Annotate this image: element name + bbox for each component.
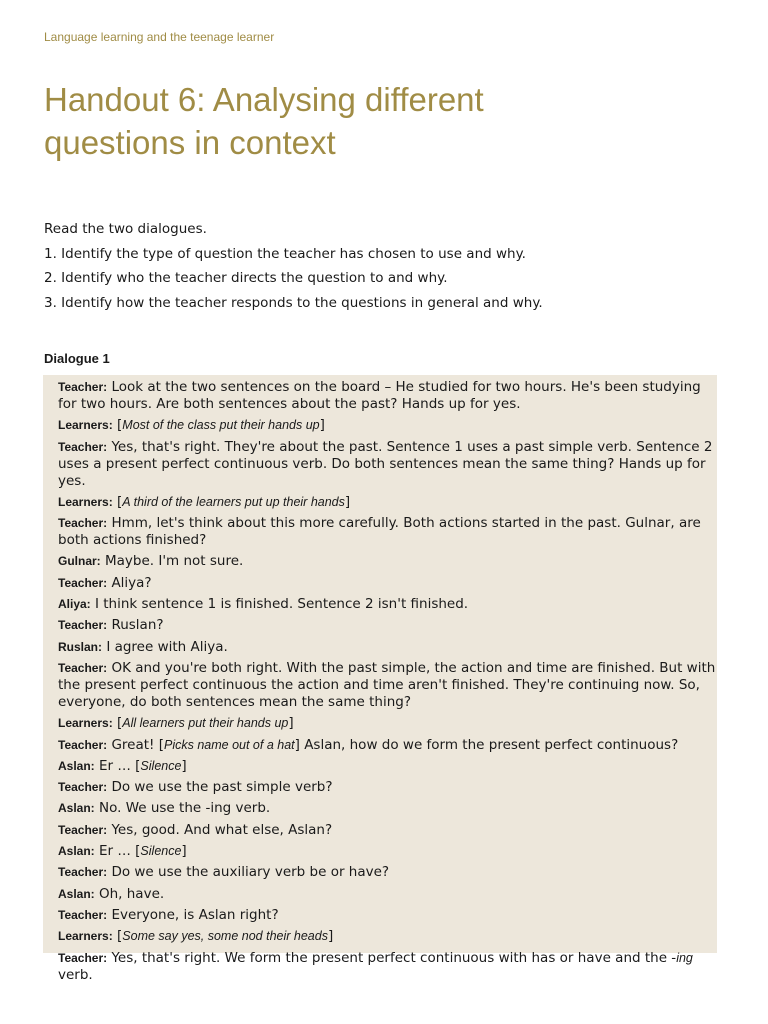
speaker-label: Aliya: [58, 597, 91, 612]
instructions-lead: Read the two dialogues. [44, 221, 207, 237]
dialogue-turn [58, 715, 718, 732]
utterance-text: ] Aslan, how do we form the present perfect continuous? [294, 736, 679, 753]
dialogue-turn [58, 800, 718, 817]
speaker-label: Learners: [58, 418, 113, 433]
speaker-label: Teacher: [58, 865, 108, 880]
dialogue-turn [58, 822, 718, 839]
utterance-text: ] [327, 928, 334, 945]
utterance-text: Oh, have. [98, 885, 165, 902]
dialogue-turn [58, 886, 718, 903]
speaker-label: Aslan: [58, 886, 95, 901]
utterance-text: [ [117, 715, 123, 732]
dialogue-turn [58, 660, 718, 711]
utterance-text: Yes, good. And what else, Aslan? [111, 821, 333, 838]
utterance-text: Great! [ [111, 736, 164, 753]
dialogue-turn [58, 950, 718, 984]
stage-direction: Silence [140, 758, 182, 773]
dialogue-turn [58, 907, 718, 924]
utterance-text: Er … [ [98, 843, 141, 860]
utterance-text: I think sentence 1 is finished. Sentence 2 isn't finished. [94, 596, 469, 613]
utterance-text: [ [117, 417, 123, 434]
speaker-label: Learners: [58, 716, 113, 731]
page-title [44, 78, 684, 164]
dialogue-turn [58, 417, 718, 434]
utterance-text: Do we use the past simple verb? [111, 779, 333, 796]
stage-direction: Most of the class put their hands up [122, 418, 320, 433]
speaker-label: Teacher: [58, 618, 108, 633]
dialogue-turn [58, 639, 718, 656]
dialogue-turn [58, 379, 718, 413]
dialogue-turns [58, 379, 718, 988]
utterance-text: ] [181, 843, 187, 860]
dialogue-turn [58, 617, 718, 634]
utterance-text: [ [117, 493, 123, 510]
utterance-text: Everyone, is Aslan right? [111, 906, 279, 923]
dialogue-turn [58, 928, 718, 945]
dialogue-turn [58, 553, 718, 570]
dialogue-turn [58, 864, 718, 881]
utterance-text: verb. [58, 966, 93, 983]
utterance-text: ] [319, 417, 325, 434]
instruction-item-1: 1. Identify the type of question the teacher has chosen to use and why. [44, 245, 526, 262]
utterance-text: Ruslan? [111, 617, 164, 634]
utterance-text: Maybe. I'm not sure. [104, 553, 244, 570]
speaker-label: Teacher: [58, 950, 108, 965]
utterance-text: I agree with Aliya. [106, 638, 228, 655]
utterance-text: Yes, that's right. They're about the past. Sentence 1 uses a past simple verb. Sentence 2 uses a present perfect continuous verb. Do both sentences mean the same thing? Hands up for yes. [58, 438, 713, 489]
utterance-text: Yes, that's right. We form the present perfect continuous with has or have and the - [111, 949, 677, 966]
utterance-text: ] [181, 757, 187, 774]
title-line-1: Handout 6: Analysing different [44, 81, 484, 118]
stage-direction: ing [676, 950, 693, 965]
dialogue-turn [58, 596, 718, 613]
utterance-text: ] [288, 715, 294, 732]
utterance-text: Hmm, let's think about this more carefully. Both actions started in the past. Gulnar, are both actions finished? [58, 515, 701, 549]
instructions [44, 217, 543, 315]
speaker-label: Learners: [58, 494, 113, 509]
title-line-2: questions in context [44, 124, 336, 161]
speaker-label: Teacher: [58, 439, 108, 454]
utterance-text: Do we use the auxiliary verb be or have? [111, 864, 390, 881]
dialogue-turn [58, 843, 718, 860]
dialogue-turn [58, 515, 718, 549]
dialogue-turn [58, 779, 718, 796]
speaker-label: Teacher: [58, 822, 108, 837]
stage-direction: A third of the learners put up their hands [122, 494, 345, 509]
instruction-item-3: 3. Identify how the teacher responds to the questions in general and why. [44, 294, 543, 311]
speaker-label: Ruslan: [58, 639, 103, 654]
dialogue-turn [58, 439, 718, 490]
speaker-label: Teacher: [58, 780, 108, 795]
utterance-text: ] [344, 493, 351, 510]
speaker-label: Aslan: [58, 844, 95, 859]
dialogue-turn [58, 494, 718, 511]
utterance-text: No. We use the -ing verb. [98, 800, 271, 817]
speaker-label: Learners: [58, 929, 113, 944]
utterance-text: [ [117, 928, 123, 945]
speaker-label: Teacher: [58, 660, 108, 675]
utterance-text: OK and you're both right. With the past simple, the action and time are finished. But with the present perfect continuous the action and time aren't finished. They're continuing now. So, everyone, do both sentences mean the same thing? [58, 659, 716, 710]
dialogue-heading: Dialogue 1 [44, 351, 110, 366]
stage-direction: Some say yes, some nod their heads [122, 929, 328, 944]
stage-direction: Silence [140, 844, 182, 859]
dialogue-turn [58, 758, 718, 775]
utterance-text: Aliya? [111, 574, 152, 591]
speaker-label: Gulnar: [58, 554, 101, 569]
instruction-item-2: 2. Identify who the teacher directs the question to and why. [44, 270, 448, 286]
speaker-label: Teacher: [58, 516, 108, 531]
dialogue-turn [58, 737, 718, 754]
speaker-label: Teacher: [58, 380, 108, 394]
utterance-text: Look at the two sentences on the board – He studied for two hours. He's been studying for two hours. Are both sentences about the past? Hands up for yes. [58, 379, 701, 412]
running-header: Language learning and the teenage learner [44, 30, 275, 44]
speaker-label: Aslan: [58, 801, 95, 816]
utterance-text: Er … [ [98, 757, 141, 774]
speaker-label: Aslan: [58, 758, 95, 773]
speaker-label: Teacher: [58, 907, 108, 922]
dialogue-turn [58, 575, 718, 592]
speaker-label: Teacher: [58, 575, 108, 590]
speaker-label: Teacher: [58, 737, 108, 752]
stage-direction: All learners put their hands up [122, 716, 289, 731]
stage-direction: Picks name out of a hat [164, 737, 295, 752]
